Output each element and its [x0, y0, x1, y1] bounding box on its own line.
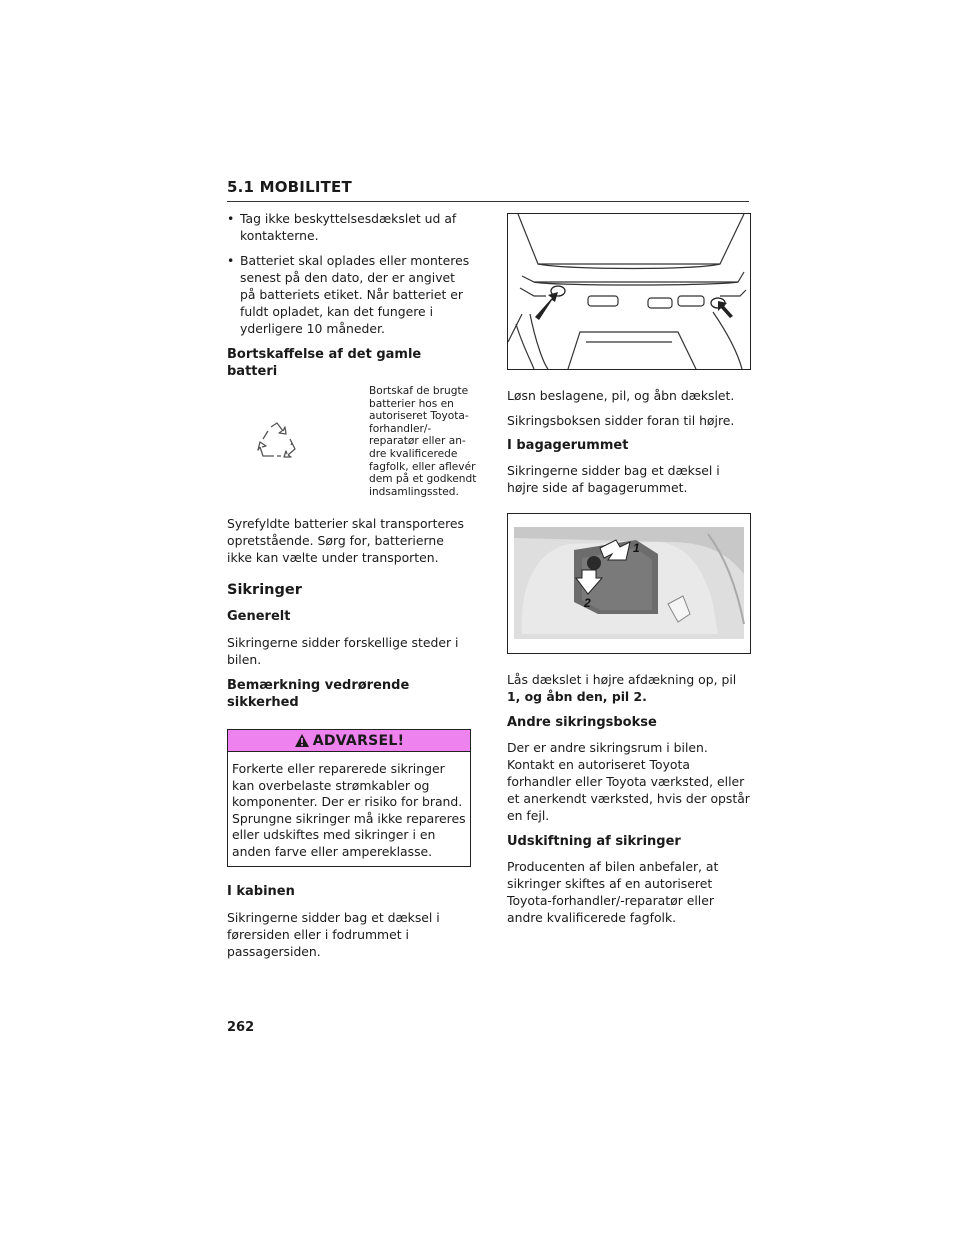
header-rule [227, 201, 749, 202]
replace-fuses-paragraph: Producenten af bilen anbefaler, at sikringer skiftes af en autoriseret Toyota-forhandler/-reparatør eller andre kvalificerede fagfolk. [507, 859, 719, 925]
warning-header [228, 730, 470, 752]
bullet-item: • Batteriet skal oplades eller monteres senest på den dato, der er angivet på batteriets etiket. Når batteriet er fuldt opladet, kan det fungere i yderligere 10 måneder. [227, 252, 471, 337]
figure1-caption-b: Sikringsboksen sidder foran til højre. [507, 413, 735, 428]
general-heading: Generelt [227, 609, 291, 624]
trunk-cover-figure [507, 213, 751, 370]
recycle-instructions: Bortskaf de brugte batterier hos en autoriseret Toyota-forhandler/-reparatør eller an-dre kvalificerede fagfolk, eller aflevér dem på et godkendt indsamlingssted. [369, 385, 477, 498]
warning-text: Forkerte eller reparerede sikringer kan overbelaste strømkabler og komponenter. Der er risiko for brand. Sprungne sikringer må ikke repareres eller udskiftes med sikringer i en anden farve eller ampereklasse. [232, 761, 466, 859]
safety-heading: Bemærkning vedrørende sikkerhed [227, 678, 410, 710]
disposal-heading: Bortskaffelse af det gamle batteri [227, 347, 422, 379]
page-number: 262 [227, 1020, 255, 1035]
warning-triangle-icon [294, 733, 310, 748]
left-column [227, 210, 477, 960]
warning-box [227, 729, 471, 867]
figure2-caption [507, 671, 751, 705]
trunk-cover-illustration [508, 214, 750, 369]
page-header [227, 178, 749, 202]
trunk-fuse-illustration [508, 514, 750, 653]
warning-label: ADVARSEL! [312, 732, 405, 749]
callout-2: 2 [584, 596, 591, 610]
general-paragraph: Sikringerne sidder forskellige steder i bilen. [227, 635, 459, 667]
bullet-item: • Tag ikke beskyttelsesdækslet ud af kontakterne. [227, 210, 471, 244]
replace-fuses-heading: Udskiftning af sikringer [507, 834, 681, 849]
recycle-notice [227, 385, 477, 515]
other-fuseboxes-heading: Andre sikringsbokse [507, 715, 657, 730]
trunk-paragraph: Sikringerne sidder bag et dæksel i højre side af bagagerummet. [507, 463, 720, 495]
other-fuseboxes-paragraph: Der er andre sikringsrum i bilen. Kontakt en autoriseret Toyota forhandler eller Toyota værksted, eller et anerkendt værksted, hvis der opstår en fejl. [507, 740, 750, 823]
recycle-icon [257, 421, 297, 459]
trunk-fuse-cover-figure [507, 513, 751, 654]
cabin-paragraph: Sikringerne sidder bag et dæksel i førersiden eller i fodrummet i passagersiden. [227, 910, 440, 959]
callout-1: 1 [633, 541, 640, 555]
right-column [507, 210, 751, 926]
figure1-caption-a: Løsn beslagene, pil, og åbn dækslet. [507, 388, 735, 403]
trunk-heading: I bagagerummet [507, 438, 629, 453]
fuses-heading: Sikringer [227, 582, 302, 598]
section-title: 5.1 MOBILITET [227, 178, 352, 196]
cabin-heading: I kabinen [227, 884, 295, 899]
figure2-caption-bold: 1, og åbn den, pil 2. [507, 689, 647, 704]
figure2-caption-plain: Lås dækslet i højre afdækning op, pil [507, 672, 737, 687]
acid-battery-paragraph: Syrefyldte batterier skal transporteres opretstående. Sørg for, batterierne ikke kan vælte under transporten. [227, 516, 465, 565]
